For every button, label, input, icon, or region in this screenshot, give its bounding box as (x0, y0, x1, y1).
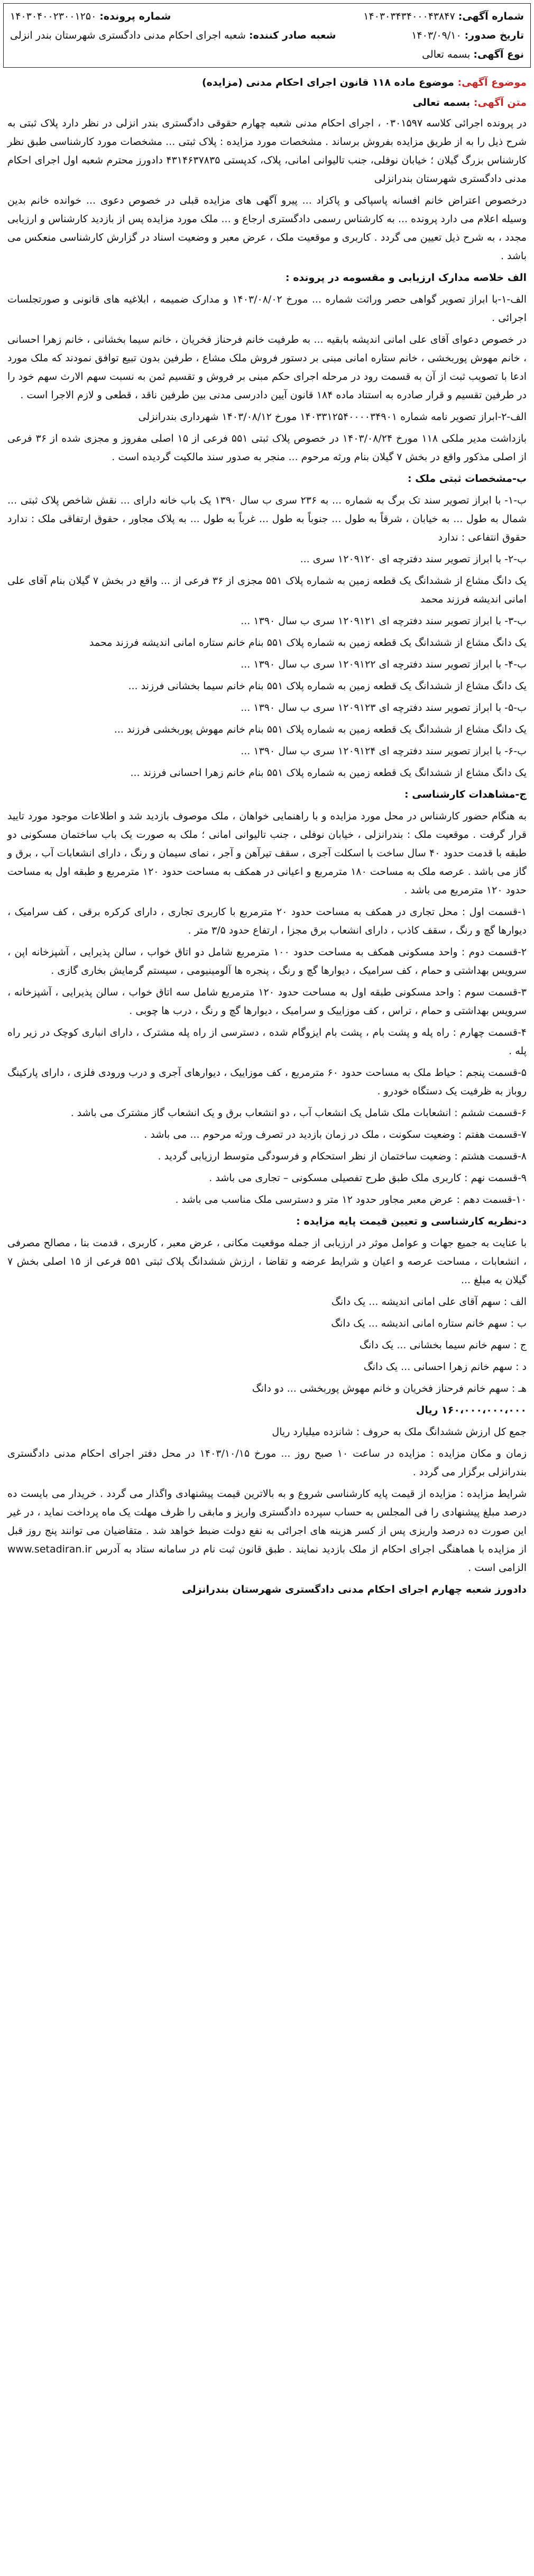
ad-number (363, 11, 524, 22)
ad-body (7, 114, 527, 2565)
case-number (10, 11, 171, 22)
body-paragraph: ب-۲- با ابراز تصویر سند دفترچه ای ۱۲۰۹۱۲۰ سری ... (300, 553, 527, 565)
body-paragraph: یک دانگ مشاع از ششدانگ یک قطعه زمین به شماره پلاک ۵۵۱ بنام خانم مهوش پوربخشی فرزند ... (114, 724, 527, 735)
body-paragraph: ب-۴- با ابراز تصویر سند دفترچه ای ۱۲۰۹۱۲۲ سری ب سال ۱۳۹۰ ... (241, 659, 527, 670)
case-number-label: شماره پرونده: (99, 11, 171, 22)
body-paragraph: د : سهم خانم زهرا احسانی ... یک دانگ (363, 1361, 527, 1373)
issuing-branch (10, 30, 336, 41)
body-paragraph: الف-۱-با ابراز تصویر گواهی حصر وراثت شماره ... مورخ ۱۴۰۳/۰۸/۰۲ و مدارک ضمیمه ، ابلاغیه های قانونی و صورتجلسات اجرائی . (7, 294, 527, 324)
issue-date-label: تاریخ صدور: (464, 30, 524, 41)
body-paragraph: یک دانگ مشاع از ششدانگ یک قطعه زمین به شماره پلاک ۵۵۱ بنام خانم سیما بخشانی فرزند ... (128, 680, 527, 692)
body-paragraph: هـ : سهم خانم فرحناز فخریان و خانم مهوش پوربخشی ... دو دانگ (252, 1383, 527, 1394)
ad-type-label: نوع آگهی: (473, 49, 524, 60)
issue-date-value: ۱۴۰۳/۰۹/۱۰ (411, 30, 462, 41)
body-paragraph: در پرونده اجرائی کلاسه ۰۳۰۱۵۹۷ ، اجرای احکام مدنی شعبه چهارم حقوقی دادگستری بندر انزلی در نظر دارد پلاک ثبتی به شرح ذیل را به از طریق مزایده بفروش برساند . مشخصات مورد مزایده : پلاک ثبتی ... مشخصات مورد کارشناسی طبق نظر کارشناس بزرگ گیلان ؛ خیابان نوفلی، جنب تالیوانی امانی، پلاک، کدپستی ۴۳۱۴۶۳۷۸۳۵ دادورز محترم شعبه اول اجرای احکام مدنی دادگستری شهرستان بندرانزلی (7, 117, 527, 185)
ad-subject (7, 74, 527, 91)
ad-type (422, 49, 524, 60)
body-paragraph: در خصوص دعوای آقای علی امانی اندیشه بابقیه ... به طرفیت خانم فرحناز فخریان ، خانم سیما بخشانی ، خانم زهرا احسانی ، خانم مهوش پوربخشی ، خانم ستاره امانی مبنی بر دستور فروش ملک مشاع ، طرفین بدون تبیع توافق نمودند که ملک مورد ادعا با تصویب ثبت از آن به قسمت رود در مرحله اجرای حکم مبنی بر فروش و تقسیم ثمن به نسبت سهم الارث سهم خود را در طرفین تقسیم و قرار صادره به استناد ماده ۱۸۴ قانون آیین دادرسی مدنی بین طرفین ناقد ، قطعی و لازم الاجرا است . (7, 334, 527, 401)
body-paragraph: ۹-قسمت نهم : کاربری ملک طبق طرح تفصیلی مسکونی – تجاری می باشد . (209, 1172, 527, 1184)
header-row-2 (10, 26, 524, 45)
issue-date (411, 30, 524, 41)
section-heading: ج-مشاهدات کارشناسی : (404, 789, 527, 800)
ad-number-label: شماره آگهی: (458, 11, 524, 22)
body-paragraph: با عنایت به جمیع جهات و عوامل موثر در ارزیابی از جمله موقعیت مکانی ، عرض معبر ، کاربری ، قدمت بنا ، مصالح مصرفی ، انشعابات ، مساحت عرصه و اعیان و شرایط عرضه و تقاضا ، ارزش ششدانگ پلاک ثبتی ۵۵۱ فرعی از ۱۵ اصلی بخش ۷ گیلان به مبلغ ... (7, 1237, 527, 1286)
body-paragraph: ب-۶- با ابراز تصویر سند دفترچه ای ۱۲۰۹۱۲۴ سری ب سال ۱۳۹۰ ... (241, 745, 527, 757)
section-heading: الف خلاصه مدارک ارزیابی و مقسومه در پرونده : (285, 272, 527, 284)
ad-type-value: بسمه تعالی (422, 49, 471, 60)
body-paragraph: ۱-قسمت اول : محل تجاری در همکف به مساحت حدود ۲۰ مترمربع با کاربری تجاری ، دارای کرکره برقی ، کف سرامیک ، دیوارها گچ و رنگ ، سقف کاذب ، دارای انشعاب برق مجزا ، ارتفاع حدود ۳/۵ متر . (7, 906, 527, 936)
body-paragraph: ب-۳- با ابراز تصویر سند دفترچه ای ۱۲۰۹۱۲۱ سری ب سال ۱۳۹۰ ... (241, 615, 527, 627)
body-paragraph: ۶-قسمت ششم : انشعابات ملک شامل یک انشعاب آب ، دو انشعاب برق و یک انشعاب گاز مشترک می باشد . (70, 1107, 527, 1119)
body-paragraph: ۵-قسمت پنجم : حیاط ملک به مساحت حدود ۶۰ مترمربع ، کف موزاییک ، دیوارهای آجری و درب ورودی فلزی ، دارای پارکینگ روباز به ظرفیت یک دستگاه خودرو . (7, 1067, 527, 1097)
body-paragraph: ۴-قسمت چهارم : راه پله و پشت بام ، پشت بام ایزوگام شده ، دسترسی از راه پله مشترک ، دارای انباری کوچک در زیر راه پله . (7, 1027, 527, 1057)
body-paragraph: ۸-قسمت هشتم : وضعیت ساختمان از نظر استحکام و فرسودگی متوسط ارزیابی گردید . (158, 1150, 527, 1162)
ad-text-heading (7, 94, 527, 111)
body-paragraph: ب-۵- با ابراز تصویر سند دفترچه ای ۱۲۰۹۱۲۳ سری ب سال ۱۳۹۰ ... (241, 702, 527, 714)
body-paragraph: الف : سهم آقای علی امانی اندیشه ... یک دانگ (331, 1296, 527, 1308)
section-heading: د-نظریه کارشناسی و تعیین قیمت پایه مزایده : (296, 1216, 527, 1227)
body-paragraph: جمع کل ارزش ششدانگ ملک به حروف : شانزده میلیارد ریال (272, 1426, 527, 1438)
ad-subject-label: موضوع آگهی: (457, 77, 527, 88)
issuing-branch-value: شعبه اجرای احکام مدنی دادگستری شهرستان بندر انزلی (10, 30, 246, 41)
body-paragraph: به هنگام حضور کارشناس در محل مورد مزایده و با راهنمایی خواهان ، ملک موصوف بازدید شد و اطلاعات موجود مورد تایید قرار گرفت . موقعیت ملک : بندرانزلی ، خیابان نوفلی ، جنب تالیوانی امانی ؛ ملک به صورت یک باب ساختمان مسکونی دو طبقه با قدمت حدود ۴۰ سال ساخت با اسکلت آجری ، سقف تیرآهن و آجر ، نمای سیمان و رنگ ، دارای انشعابات آب ، برق و گاز می باشد . عرصه ملک به مساحت ۱۸۰ مترمربع و اعیانی در همکف به مساحت حدود ۱۲۰ مترمربع و طبقه اول به مساحت حدود ۱۲۰ مترمربع می باشد . (7, 810, 527, 896)
body-paragraph: ب : سهم خانم ستاره امانی اندیشه ... یک دانگ (331, 1318, 527, 1329)
total-price: ۱۶۰،۰۰۰،۰۰۰،۰۰۰ ریال (416, 1404, 527, 1416)
body-paragraph: ۷-قسمت هفتم : وضعیت سکونت ، ملک در زمان بازدید در تصرف ورثه مرحوم ... می باشد . (144, 1129, 527, 1140)
body-paragraph: ۱۰-قسمت دهم : عرض معبر مجاور حدود ۱۲ متر و دسترسی ملک مناسب می باشد . (175, 1194, 527, 1205)
body-paragraph: ب-۱- با ابراز تصویر سند تک برگ به شماره ... به ۲۳۶ سری ب سال ۱۳۹۰ یک باب خانه دارای ... نقش شاخص پلاک ثبتی ... شمال به طول ... به خیابان ، شرقاً به طول ... جنوباً به طول ... غرباً به طول ... به پلاک مجاور ، حقوق ارتفاقی ملک : ندارد حقوق انتفاعی : ندارد (7, 495, 527, 543)
body-paragraph: ج : سهم خانم سیما بخشانی ... یک دانگ (359, 1339, 527, 1351)
ad-subject-text: موضوع ماده ۱۱۸ قانون اجرای احکام مدنی (مزایده) (202, 77, 454, 88)
ad-text-label: متن آگهی: (473, 97, 527, 108)
header-row-1 (10, 7, 524, 26)
body-paragraph: بازداشت مدیر ملکی ۱۱۸ مورخ ۱۴۰۳/۰۸/۲۴ در خصوص پلاک ثبتی ۵۵۱ فرعی از ۱۵ اصلی مفروز و مجزی شده از ۳۶ فرعی از اصلی مذکور واقع در بخش ۷ گیلان بنام ورثه مرحوم ... منجر به صدور سند مالکیت گردیده است . (7, 433, 527, 463)
body-paragraph: الف-۲-ابراز تصویر نامه شماره ۱۴۰۳۳۱۲۵۴۰۰۰۰۳۴۹۰۱ مورخ ۱۴۰۳/۰۸/۱۲ شهرداری بندرانزلی (138, 411, 527, 423)
ad-text-value: بسمه تعالی (412, 97, 471, 108)
body-paragraph: شرایط مزایده : مزایده از قیمت پایه کارشناسی شروع و به بالاترین قیمت پیشنهادی واگذار می گردد . خریدار می بایست ده درصد مبلغ پیشنهادی را فی المجلس به حساب سپرده دادگستری واریز و مابقی را ظرف مهلت یک ماه پرداخت نماید ، در غیر این صورت ده درصد واریزی پس از کسر هزینه های اجرائی به نفع دولت ضبط خواهد شد . متقاضیان می توانند پنج روز قبل از مزایده با هماهنگی اجرای احکام از ملک بازدید نمایند . طبق قانون ثبت نام در سامانه ستاد به آدرس www.setadiran.ir الزامی است . (7, 1488, 527, 1574)
body-paragraph: زمان و مکان مزایده : مزایده در ساعت ۱۰ صبح روز ... مورخ ۱۴۰۳/۱۰/۱۵ در محل دفتر اجرای احکام مدنی دادگستری بندرانزلی برگزار می گردد . (7, 1448, 527, 1478)
body-paragraph: یک دانگ مشاع از ششدانگ یک قطعه زمین به شماره پلاک ۵۵۱ بنام خانم ستاره امانی اندیشه فرزند محمد (89, 637, 527, 648)
ad-number-value: ۱۴۰۳۰۳۴۳۴۰۰۰۴۳۸۴۷ (363, 11, 455, 22)
body-paragraph: درخصوص اعتراض خانم افسانه پاسپاکی و پاکزاد ... پیرو آگهی های مزایده قبلی در خصوص دعوی ... خوانده خانم بدین وسیله اعلام می دارد پرونده ... به کارشناس رسمی دادگستری ارجاع و ... ملک مورد مزایده پس از بازدید کارشناس و ارزیابی مجدد ، به شرح ذیل تعیین می گردد . کاربری و موقعیت ملک ، عرض معبر و وضعیت اسناد در گزارش کارشناسی منعکس می باشد . (7, 195, 527, 262)
body-paragraph: یک دانگ مشاع از ششدانگ یک قطعه زمین به شماره پلاک ۵۵۱ مجزی از ۳۶ فرعی از ... واقع در بخش ۷ گیلان بنام آقای علی امانی اندیشه فرزند محمد (7, 575, 527, 605)
body-paragraph: ۳-قسمت سوم : واحد مسکونی طبقه اول به مساحت حدود ۱۲۰ مترمربع شامل سه اتاق خواب ، سالن پذیرایی ، آشپزخانه ، سرویس بهداشتی و حمام ، تراس ، کف موزاییک و سرامیک ، دیوارها گچ و رنگ ، درب ها چوبی . (7, 986, 527, 1017)
case-number-value: ۱۴۰۳۰۴۰۰۲۳۰۰۱۲۵۰ (10, 11, 97, 22)
header-row-3 (10, 45, 524, 64)
signature-line: دادورز شعبه چهارم اجرای احکام مدنی دادگستری شهرستان بندرانزلی (182, 1584, 527, 1595)
ad-header-box (3, 3, 531, 68)
body-paragraph: یک دانگ مشاع از ششدانگ یک قطعه زمین به شماره پلاک ۵۵۱ بنام خانم زهرا احسانی فرزند ... (130, 767, 527, 779)
section-heading: ب-مشخصات ثبتی ملک : (407, 473, 527, 485)
issuing-branch-label: شعبه صادر کننده: (248, 30, 336, 41)
body-paragraph: ۲-قسمت دوم : واحد مسکونی همکف به مساحت حدود ۱۰۰ مترمربع شامل دو اتاق خواب ، سالن پذیرایی ، آشپزخانه اپن ، سرویس بهداشتی و حمام ، کف سرامیک ، دیوارها گچ و رنگ ، پنجره ها آلومینیومی ، سیستم گرمایش بخاری گازی . (7, 946, 527, 976)
